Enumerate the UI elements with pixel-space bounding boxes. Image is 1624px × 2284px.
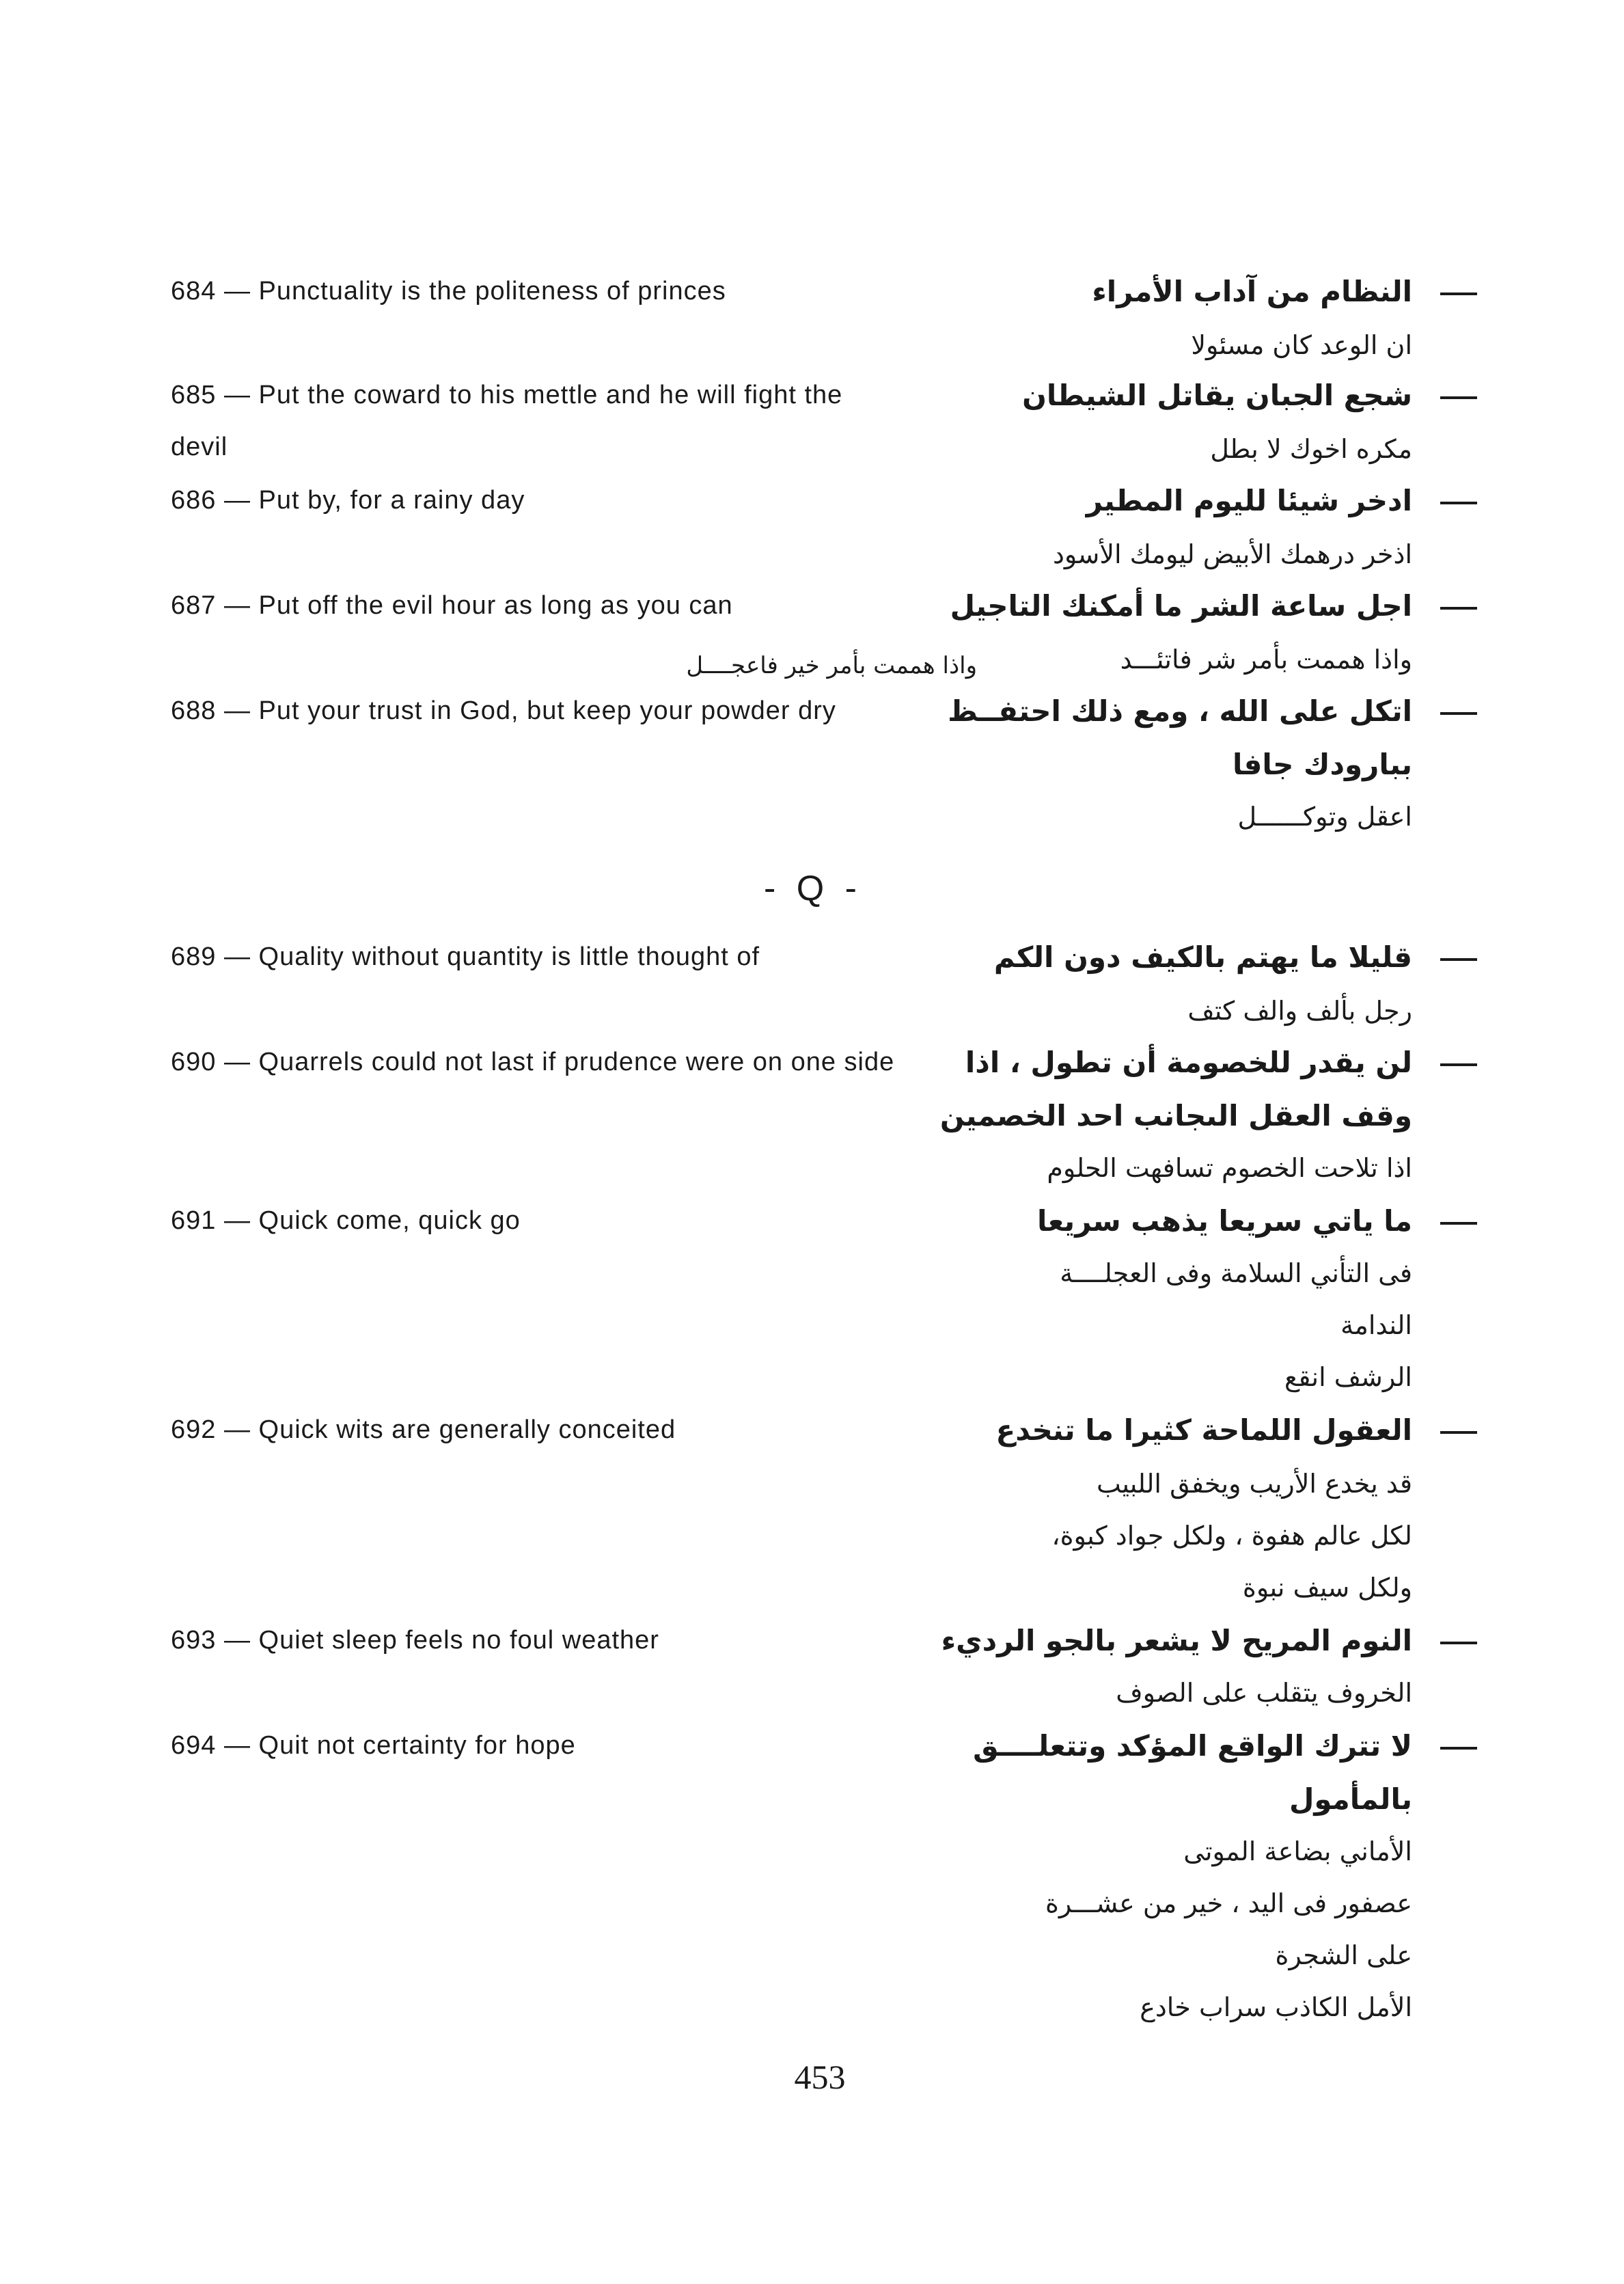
entry-685-english: 685 — Put the coward to his mettle and he will fight the <box>171 381 843 409</box>
page-number: 453 <box>794 2058 846 2096</box>
entry-687-arabic-equivalent: واذا هممت بأمر شر فاتئـــد <box>1120 644 1412 675</box>
entry-684-english: 684 — Punctuality is the politeness of princes <box>171 277 726 305</box>
entry-691-english: 691 — Quick come, quick go <box>171 1206 521 1235</box>
entry-691-arabic-equivalent-2: الندامة <box>1340 1310 1412 1340</box>
entry-688-arabic-main: اتكل على الله ، ومع ذلك احتفــظ <box>948 694 1412 728</box>
entry-692-arabic-equivalent-2: لكل عالم هفوة ، ولكل جواد كبوة، <box>1051 1521 1412 1551</box>
entry-686-dash <box>1440 502 1477 504</box>
entry-689-english: 689 — Quality without quantity is little thought of <box>171 942 760 971</box>
entry-688-arabic-equivalent: اعقل وتوكــــــل <box>1237 802 1412 832</box>
entry-694-arabic-equivalent-3: على الشجرة <box>1275 1940 1412 1970</box>
entry-684-arabic-equivalent: ان الوعد كان مسئولا <box>1191 330 1412 360</box>
entry-691-arabic-equivalent-3: الرشف انقع <box>1284 1362 1412 1392</box>
entry-692-arabic-equivalent-3: ولكل سيف نبوة <box>1242 1573 1412 1603</box>
entry-692-english: 692 — Quick wits are generally conceited <box>171 1415 676 1444</box>
entry-686-arabic-equivalent: اذخر درهمك الأبيض ليومك الأسود <box>1052 539 1412 569</box>
entry-687-dash <box>1440 607 1477 610</box>
entry-690-arabic-main: لن يقدر للخصومة أن تطول ، اذا <box>965 1046 1412 1079</box>
entry-690-arabic-equivalent: اذا تلاحت الخصوم تسافهت الحلوم <box>1047 1153 1412 1183</box>
entry-685-english-cont: devil <box>171 433 228 461</box>
entry-687-english: 687 — Put off the evil hour as long as you can <box>171 591 733 620</box>
entry-686-arabic-main: ادخر شيئا لليوم المطير <box>1086 484 1412 517</box>
entry-687-arabic-main: اجل ساعة الشر ما أمكنك التاجيل <box>950 589 1412 623</box>
entry-688-english: 688 — Put your trust in God, but keep your powder dry <box>171 696 836 725</box>
entry-690-english: 690 — Quarrels could not last if prudence were on one side <box>171 1048 895 1076</box>
entry-694-arabic-main: لا تترك الواقع المؤكد وتتعلــــق <box>973 1729 1412 1763</box>
entry-694-arabic-equivalent-4: الأمل الكاذب سراب خادع <box>1140 1992 1412 2022</box>
entry-689-arabic-equivalent: رجل بألف والف كتف <box>1187 996 1412 1026</box>
entry-692-arabic-equivalent-1: قد يخدع الأريب ويخفق اللبيب <box>1097 1469 1412 1499</box>
entry-693-dash <box>1440 1642 1477 1644</box>
entry-694-arabic-equivalent-1: الأماني بضاعة الموتى <box>1183 1836 1412 1866</box>
entry-685-dash <box>1440 396 1477 399</box>
entry-694-arabic-equivalent-2: عصفور فى اليد ، خير من عشـــرة <box>1045 1888 1412 1918</box>
entry-691-dash <box>1440 1222 1477 1225</box>
entry-686-english: 686 — Put by, for a rainy day <box>171 486 525 515</box>
entry-692-arabic-main: العقول اللماحة كثيرا ما تنخدع <box>995 1413 1412 1447</box>
entry-688-arabic-main-cont: ببارودك جافا <box>1233 748 1412 781</box>
entry-684-dash <box>1440 293 1477 295</box>
entry-684-arabic-main: النظام من آداب الأمراء <box>1092 275 1412 308</box>
entry-685-arabic-equivalent: مكره اخوك لا بطل <box>1210 434 1412 464</box>
section-header: - Q - <box>764 869 862 908</box>
entry-691-arabic-equivalent-1: فى التأني السلامة وفى العجلــــة <box>1060 1258 1412 1288</box>
entry-693-arabic-equivalent: الخروف يتقلب على الصوف <box>1116 1678 1412 1708</box>
entry-688-dash <box>1440 712 1477 715</box>
entry-694-dash <box>1440 1747 1477 1750</box>
entry-694-english: 694 — Quit not certainty for hope <box>171 1731 576 1760</box>
entry-693-english: 693 — Quiet sleep feels no foul weather <box>171 1626 659 1655</box>
entry-690-dash <box>1440 1063 1477 1066</box>
entry-689-dash <box>1440 958 1477 961</box>
entry-692-dash <box>1440 1431 1477 1434</box>
entry-691-arabic-main: ما ياتي سريعا يذهب سريعا <box>1036 1204 1412 1238</box>
entry-685-arabic-main: شجع الجبان يقاتل الشيطان <box>1022 379 1412 412</box>
entry-694-arabic-main-cont: بالمأمول <box>1289 1782 1412 1816</box>
entry-687-english-arabic-line: واذا هممت بأمر خير فاعجــــل <box>686 652 977 679</box>
entry-689-arabic-main: قليلا ما يهتم بالكيف دون الكم <box>993 940 1412 974</box>
entry-690-arabic-main-cont: وقف العقل الىجانب احد الخصمين <box>939 1099 1412 1132</box>
entry-693-arabic-main: النوم المريح لا يشعر بالجو الرديء <box>941 1624 1412 1657</box>
